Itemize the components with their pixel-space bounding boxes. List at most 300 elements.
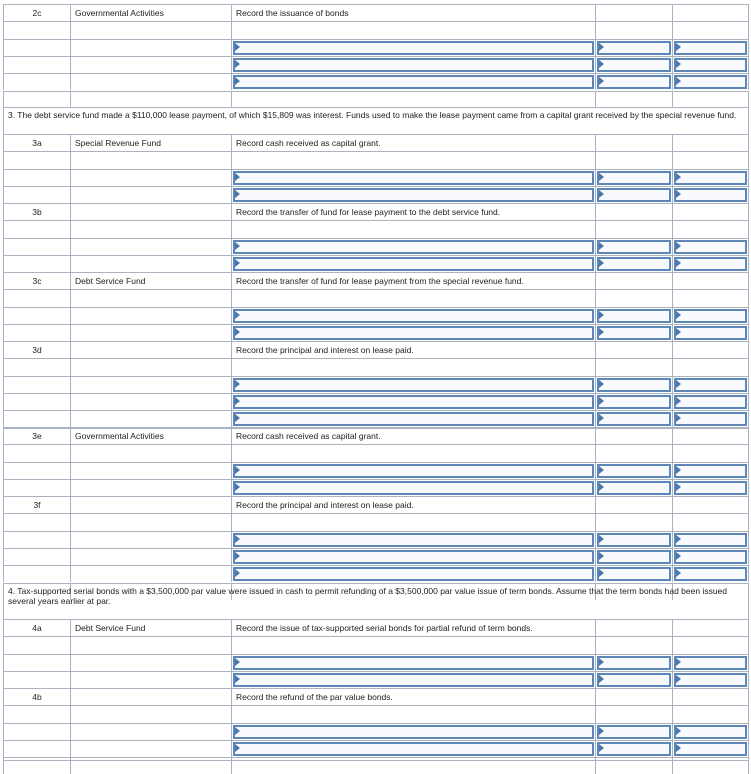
- entry-input-row: [0, 410, 751, 427]
- entry-description-label: Record cash received as capital grant.: [236, 431, 381, 441]
- debit-input[interactable]: [597, 725, 671, 739]
- credit-cell: [672, 272, 749, 289]
- entry-header-row: [0, 496, 751, 513]
- debit-input[interactable]: [597, 188, 671, 202]
- credit-cell: [672, 513, 749, 530]
- description-cell: [231, 21, 595, 38]
- entry-description-label: Record the issuance of bonds: [236, 8, 349, 18]
- credit-cell[interactable]: [672, 73, 749, 90]
- entry-id-cell: [3, 73, 70, 90]
- entry-input-row: [0, 324, 751, 341]
- account-cell: [70, 705, 231, 722]
- entry-id-label: 3b: [32, 207, 42, 217]
- debit-cell: [595, 496, 672, 513]
- account-title-dropdown[interactable]: [233, 673, 594, 687]
- debit-input[interactable]: [597, 567, 671, 581]
- credit-input[interactable]: [674, 378, 747, 392]
- entry-id-cell: [3, 654, 70, 671]
- entry-blank-row: [0, 513, 751, 530]
- credit-cell: [672, 636, 749, 653]
- entry-id-cell: [3, 186, 70, 203]
- entry-id-cell: [3, 21, 70, 38]
- debit-cell: [595, 289, 672, 306]
- description-cell: [231, 444, 595, 461]
- account-cell: [70, 740, 231, 757]
- credit-cell: [672, 289, 749, 306]
- debit-cell[interactable]: [595, 740, 672, 757]
- entry-id-cell: [3, 151, 70, 168]
- account-cell: [70, 671, 231, 688]
- account-cell: [70, 393, 231, 410]
- entry-id-cell: [3, 444, 70, 461]
- credit-cell: [672, 496, 749, 513]
- credit-input[interactable]: [674, 240, 747, 254]
- debit-cell: [595, 358, 672, 375]
- description-cell[interactable]: [231, 73, 595, 90]
- entry-id-cell: [3, 531, 70, 548]
- account-name-label: Debt Service Fund: [75, 623, 146, 633]
- debit-cell[interactable]: [595, 238, 672, 255]
- entry-id-cell: [3, 307, 70, 324]
- entry-header-row: [0, 688, 751, 705]
- debit-cell: [595, 4, 672, 21]
- credit-cell[interactable]: [672, 548, 749, 565]
- account-title-dropdown[interactable]: [233, 188, 594, 202]
- description-cell[interactable]: [231, 654, 595, 671]
- entry-id-cell: [3, 393, 70, 410]
- debit-input[interactable]: [597, 257, 671, 271]
- credit-input[interactable]: [674, 75, 747, 89]
- account-cell: [70, 220, 231, 237]
- debit-input[interactable]: [597, 171, 671, 185]
- credit-cell[interactable]: [672, 169, 749, 186]
- description-cell: [231, 705, 595, 722]
- entry-id-cell: [3, 220, 70, 237]
- entry-id-cell: [3, 169, 70, 186]
- debit-cell[interactable]: [595, 73, 672, 90]
- debit-cell: [595, 272, 672, 289]
- account-title-dropdown[interactable]: [233, 412, 594, 426]
- description-cell: [231, 358, 595, 375]
- entry-id-label: 2c: [32, 8, 42, 18]
- account-cell: [70, 688, 231, 705]
- account-cell: [70, 289, 231, 306]
- account-cell: [70, 39, 231, 56]
- account-title-dropdown[interactable]: [233, 550, 594, 564]
- description-cell[interactable]: [231, 393, 595, 410]
- entry-id-cell: [3, 238, 70, 255]
- description-cell: [231, 496, 595, 513]
- entry-id-cell: [3, 671, 70, 688]
- entry-id-cell: [3, 289, 70, 306]
- account-cell: [70, 21, 231, 38]
- credit-cell[interactable]: [672, 565, 749, 582]
- entry-id-label: 4b: [32, 692, 42, 702]
- credit-input[interactable]: [674, 481, 747, 495]
- entry-blank-row: [0, 358, 751, 375]
- credit-input[interactable]: [674, 412, 747, 426]
- debit-cell[interactable]: [595, 169, 672, 186]
- description-cell: [231, 272, 595, 289]
- description-cell[interactable]: [231, 376, 595, 393]
- account-cell: [70, 565, 231, 582]
- entry-input-row: [0, 169, 751, 186]
- entry-id-cell: [3, 636, 70, 653]
- debit-cell[interactable]: [595, 671, 672, 688]
- entry-input-row: [0, 654, 751, 671]
- description-cell: [231, 427, 595, 444]
- description-cell: [231, 289, 595, 306]
- account-cell: [70, 169, 231, 186]
- description-cell[interactable]: [231, 723, 595, 740]
- debit-cell[interactable]: [595, 39, 672, 56]
- description-cell[interactable]: [231, 479, 595, 496]
- entry-header-row: [0, 427, 751, 444]
- description-cell[interactable]: [231, 39, 595, 56]
- credit-cell[interactable]: [672, 723, 749, 740]
- debit-cell[interactable]: [595, 255, 672, 272]
- debit-input[interactable]: [597, 656, 671, 670]
- debit-input[interactable]: [597, 326, 671, 340]
- debit-cell[interactable]: [595, 565, 672, 582]
- account-cell: [70, 619, 231, 636]
- credit-cell[interactable]: [672, 654, 749, 671]
- entry-header-row: [0, 203, 751, 220]
- entry-description-label: Record cash received as capital grant.: [236, 138, 381, 148]
- entry-blank-row: [0, 705, 751, 722]
- credit-input[interactable]: [674, 673, 747, 687]
- debit-cell[interactable]: [595, 723, 672, 740]
- description-cell[interactable]: [231, 255, 595, 272]
- credit-cell: [672, 444, 749, 461]
- credit-cell[interactable]: [672, 39, 749, 56]
- credit-cell[interactable]: [672, 671, 749, 688]
- debit-input[interactable]: [597, 41, 671, 55]
- entry-id-cell: [3, 134, 70, 151]
- debit-cell: [595, 444, 672, 461]
- description-cell[interactable]: [231, 410, 595, 427]
- description-cell: [231, 636, 595, 653]
- entry-description-label: Record the transfer of fund for lease payment to the debt service fund.: [236, 207, 501, 217]
- entry-id-cell: [3, 358, 70, 375]
- credit-cell: [672, 21, 749, 38]
- debit-cell[interactable]: [595, 654, 672, 671]
- account-title-dropdown[interactable]: [233, 257, 594, 271]
- entry-header-row: [0, 619, 751, 636]
- description-cell[interactable]: [231, 169, 595, 186]
- credit-input[interactable]: [674, 656, 747, 670]
- credit-cell: [672, 427, 749, 444]
- debit-input[interactable]: [597, 533, 671, 547]
- account-cell: [70, 238, 231, 255]
- entry-blank-row: [0, 444, 751, 461]
- entry-header-row: [0, 341, 751, 358]
- debit-cell: [595, 151, 672, 168]
- debit-cell: [595, 91, 672, 108]
- account-title-dropdown[interactable]: [233, 742, 594, 756]
- debit-input[interactable]: [597, 395, 671, 409]
- credit-input[interactable]: [674, 188, 747, 202]
- entry-id-label: 3f: [33, 500, 41, 510]
- credit-input[interactable]: [674, 464, 747, 478]
- credit-cell[interactable]: [672, 393, 749, 410]
- account-cell: [70, 410, 231, 427]
- account-cell: [70, 307, 231, 324]
- account-title-dropdown[interactable]: [233, 171, 594, 185]
- account-name-label: Debt Service Fund: [75, 276, 146, 286]
- entry-id-cell: [3, 565, 70, 582]
- account-title-dropdown[interactable]: [233, 326, 594, 340]
- credit-cell: [672, 220, 749, 237]
- credit-cell[interactable]: [672, 186, 749, 203]
- debit-cell: [595, 513, 672, 530]
- debit-cell: [595, 619, 672, 636]
- description-cell[interactable]: [231, 324, 595, 341]
- account-title-dropdown[interactable]: [233, 481, 594, 495]
- problem-statement: 3. The debt service fund made a $110,000 lease payment, of which $15,809 was interest. Funds used to make the lease payment came from a capital grant received by the special revenue fund.: [3, 107, 749, 134]
- debit-cell[interactable]: [595, 324, 672, 341]
- debit-cell[interactable]: [595, 548, 672, 565]
- entry-input-row: [0, 307, 751, 324]
- credit-input[interactable]: [674, 309, 747, 323]
- account-title-dropdown[interactable]: [233, 533, 594, 547]
- account-title-dropdown[interactable]: [233, 41, 594, 55]
- entry-blank-row: [0, 91, 751, 108]
- entry-id-label: 3c: [32, 276, 42, 286]
- description-cell[interactable]: [231, 186, 595, 203]
- account-cell: [70, 496, 231, 513]
- entry-header-row: [0, 272, 751, 289]
- entry-input-row: [0, 548, 751, 565]
- entry-id-label: 3d: [32, 345, 42, 355]
- debit-cell[interactable]: [595, 531, 672, 548]
- account-title-dropdown[interactable]: [233, 395, 594, 409]
- debit-cell[interactable]: [595, 56, 672, 73]
- entry-id-cell: [3, 513, 70, 530]
- debit-cell: [595, 636, 672, 653]
- credit-input[interactable]: [674, 171, 747, 185]
- entry-blank-row: [0, 636, 751, 653]
- debit-cell[interactable]: [595, 376, 672, 393]
- entry-input-row: [0, 531, 751, 548]
- account-cell: [70, 134, 231, 151]
- credit-cell: [672, 91, 749, 108]
- account-cell: [70, 513, 231, 530]
- credit-cell[interactable]: [672, 238, 749, 255]
- entry-input-row: [0, 56, 751, 73]
- account-cell: [70, 203, 231, 220]
- description-cell[interactable]: [231, 671, 595, 688]
- account-cell: [70, 479, 231, 496]
- entry-id-cell: [3, 619, 70, 636]
- account-title-dropdown[interactable]: [233, 75, 594, 89]
- account-title-dropdown[interactable]: [233, 725, 594, 739]
- entry-input-row: [0, 723, 751, 740]
- account-cell: [70, 358, 231, 375]
- credit-cell[interactable]: [672, 531, 749, 548]
- debit-input[interactable]: [597, 309, 671, 323]
- entry-id-cell: [3, 203, 70, 220]
- entry-id-cell: [3, 39, 70, 56]
- entry-id-cell: [3, 740, 70, 757]
- credit-input[interactable]: [674, 395, 747, 409]
- account-title-dropdown[interactable]: [233, 240, 594, 254]
- account-cell: [70, 341, 231, 358]
- debit-input[interactable]: [597, 75, 671, 89]
- description-cell[interactable]: [231, 307, 595, 324]
- entry-input-row: [0, 565, 751, 582]
- credit-cell: [672, 134, 749, 151]
- entry-blank-row: [0, 289, 751, 306]
- entry-input-row: [0, 376, 751, 393]
- description-cell: [231, 220, 595, 237]
- entry-input-row: [0, 73, 751, 90]
- credit-input[interactable]: [674, 533, 747, 547]
- credit-input[interactable]: [674, 550, 747, 564]
- description-cell[interactable]: [231, 531, 595, 548]
- credit-cell: [672, 358, 749, 375]
- entry-input-row: [0, 479, 751, 496]
- credit-input[interactable]: [674, 567, 747, 581]
- entry-description-label: Record the transfer of fund for lease payment from the special revenue fund.: [236, 276, 524, 286]
- debit-cell: [595, 220, 672, 237]
- credit-cell[interactable]: [672, 376, 749, 393]
- account-cell: [70, 73, 231, 90]
- entry-description-label: Record the principal and interest on lease paid.: [236, 345, 414, 355]
- credit-cell[interactable]: [672, 324, 749, 341]
- debit-input[interactable]: [597, 240, 671, 254]
- credit-cell[interactable]: [672, 462, 749, 479]
- description-cell: [231, 203, 595, 220]
- credit-cell[interactable]: [672, 307, 749, 324]
- debit-input[interactable]: [597, 673, 671, 687]
- account-name-label: Governmental Activities: [75, 431, 164, 441]
- debit-cell: [595, 203, 672, 220]
- debit-input[interactable]: [597, 464, 671, 478]
- credit-input[interactable]: [674, 742, 747, 756]
- debit-cell: [595, 341, 672, 358]
- account-cell: [70, 636, 231, 653]
- description-cell: [231, 91, 595, 108]
- credit-cell[interactable]: [672, 740, 749, 757]
- debit-cell[interactable]: [595, 410, 672, 427]
- entry-id-cell: [3, 255, 70, 272]
- credit-input[interactable]: [674, 257, 747, 271]
- credit-cell: [672, 619, 749, 636]
- entry-id-cell: [3, 91, 70, 108]
- entry-input-row: [0, 39, 751, 56]
- debit-cell[interactable]: [595, 479, 672, 496]
- credit-cell: [672, 688, 749, 705]
- entry-id-cell: [3, 410, 70, 427]
- debit-input[interactable]: [597, 742, 671, 756]
- account-cell: [70, 151, 231, 168]
- description-cell[interactable]: [231, 56, 595, 73]
- account-cell: [70, 548, 231, 565]
- entry-input-row: [0, 186, 751, 203]
- account-title-dropdown[interactable]: [233, 309, 594, 323]
- account-title-dropdown[interactable]: [233, 58, 594, 72]
- debit-cell[interactable]: [595, 462, 672, 479]
- debit-input[interactable]: [597, 378, 671, 392]
- debit-cell: [595, 21, 672, 38]
- credit-cell: [672, 705, 749, 722]
- entry-header-row: [0, 4, 751, 21]
- entry-input-row: [0, 462, 751, 479]
- description-cell[interactable]: [231, 462, 595, 479]
- debit-cell: [595, 688, 672, 705]
- credit-input[interactable]: [674, 58, 747, 72]
- entry-id-cell: [3, 324, 70, 341]
- debit-input[interactable]: [597, 412, 671, 426]
- account-cell: [70, 723, 231, 740]
- description-cell: [231, 619, 595, 636]
- account-cell: [70, 56, 231, 73]
- account-cell: [70, 531, 231, 548]
- entry-id-cell: [3, 705, 70, 722]
- account-name-label: Special Revenue Fund: [75, 138, 162, 148]
- entry-input-row: [0, 393, 751, 410]
- credit-cell: [672, 151, 749, 168]
- entry-id-cell: [3, 688, 70, 705]
- credit-cell: [672, 4, 749, 21]
- description-cell[interactable]: [231, 565, 595, 582]
- credit-cell[interactable]: [672, 410, 749, 427]
- debit-cell[interactable]: [595, 393, 672, 410]
- description-cell[interactable]: [231, 548, 595, 565]
- credit-cell[interactable]: [672, 56, 749, 73]
- description-cell: [231, 151, 595, 168]
- entry-blank-row: [0, 220, 751, 237]
- debit-cell: [595, 134, 672, 151]
- debit-input[interactable]: [597, 550, 671, 564]
- entry-description-label: Record the principal and interest on lease paid.: [236, 500, 414, 510]
- account-name-label: Governmental Activities: [75, 8, 164, 18]
- credit-input[interactable]: [674, 41, 747, 55]
- entry-input-row: [0, 255, 751, 272]
- entry-id-cell: [3, 4, 70, 21]
- entry-description-label: Record the issue of tax-supported serial bonds for partial refund of term bonds.: [236, 623, 533, 633]
- account-title-dropdown[interactable]: [233, 378, 594, 392]
- description-cell: [231, 134, 595, 151]
- entry-id-cell: [3, 427, 70, 444]
- account-title-dropdown[interactable]: [233, 464, 594, 478]
- credit-input[interactable]: [674, 326, 747, 340]
- entry-blank-row: [0, 21, 751, 38]
- credit-input[interactable]: [674, 725, 747, 739]
- entry-id-cell: [3, 496, 70, 513]
- description-cell[interactable]: [231, 740, 595, 757]
- account-title-dropdown[interactable]: [233, 656, 594, 670]
- debit-cell[interactable]: [595, 307, 672, 324]
- account-cell: [70, 4, 231, 21]
- debit-input[interactable]: [597, 58, 671, 72]
- entry-input-row: [0, 740, 751, 757]
- entry-input-row: [0, 671, 751, 688]
- debit-input[interactable]: [597, 481, 671, 495]
- description-cell[interactable]: [231, 238, 595, 255]
- entry-description-label: Record the refund of the par value bonds.: [236, 692, 393, 702]
- account-title-dropdown[interactable]: [233, 567, 594, 581]
- credit-cell: [672, 341, 749, 358]
- description-cell: [231, 688, 595, 705]
- debit-cell[interactable]: [595, 186, 672, 203]
- credit-cell[interactable]: [672, 479, 749, 496]
- entry-id-cell: [3, 56, 70, 73]
- credit-cell[interactable]: [672, 255, 749, 272]
- entry-id-cell: [3, 376, 70, 393]
- description-cell: [231, 4, 595, 21]
